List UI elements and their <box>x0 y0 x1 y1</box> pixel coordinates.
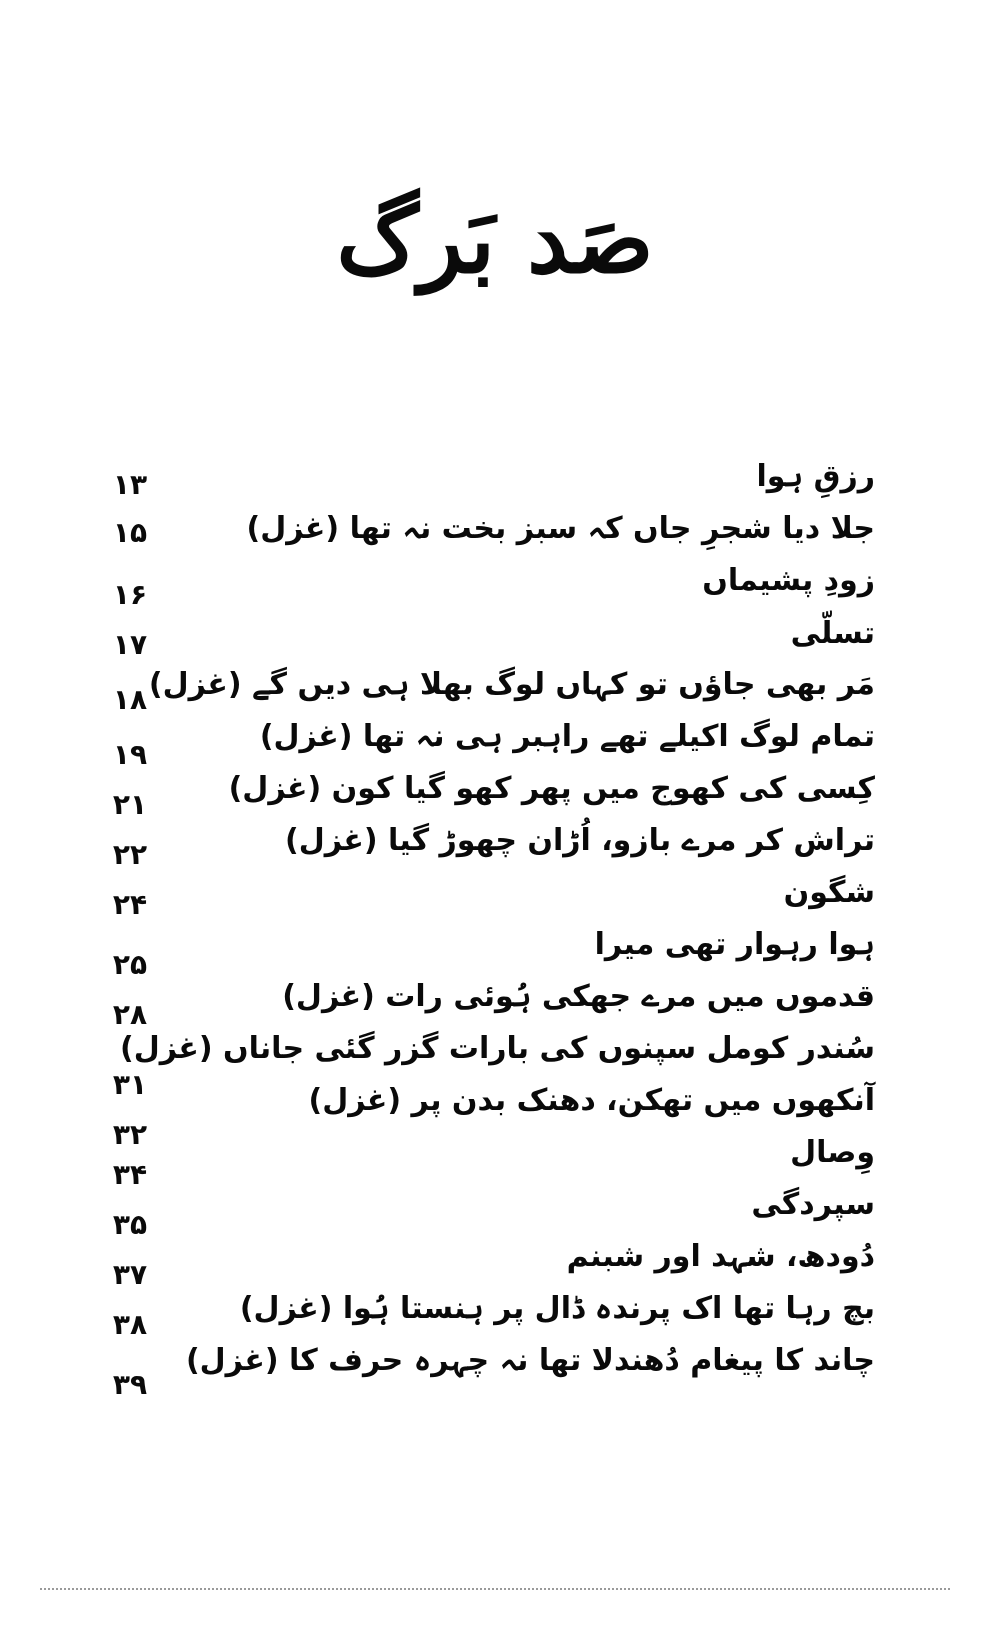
toc-entry-page-number: ۲۲ <box>112 838 148 871</box>
toc-entry-title: سُندر کومل سپنوں کی بارات گزر گئی جاناں (غزل) <box>120 1031 875 1066</box>
toc-entry-page-number: ۱۵ <box>112 516 148 549</box>
toc-entry-page-number: ۳۹ <box>112 1368 148 1401</box>
toc-entry-title: جلا دیا شجرِ جاں کہ سبز بخت نہ تھا (غزل) <box>246 511 875 546</box>
toc-entry-title: کِسی کی کھوج میں پھر کھو گیا کون (غزل) <box>228 771 875 806</box>
toc-entry-page-number: ۱۹ <box>112 738 148 771</box>
footer-rule <box>40 1588 950 1590</box>
toc-entry-title: رزقِ ہوا <box>756 459 875 494</box>
toc-entry-title: سپردگی <box>751 1187 875 1222</box>
toc-entry-page-number: ۱۷ <box>112 628 148 661</box>
toc-entry-title: آنکھوں میں تھکن، دھنک بدن پر (غزل) <box>308 1083 875 1118</box>
toc-entry-title: شگون <box>783 875 875 910</box>
toc-entry-page-number: ۲۵ <box>112 948 148 981</box>
toc-entry-page-number: ۲۸ <box>112 998 148 1031</box>
toc-entry-title: تمام لوگ اکیلے تھے راہبر ہی نہ تھا (غزل) <box>259 719 875 754</box>
toc-entry-title: چاند کا پیغام دُھندلا تھا نہ چہرہ حرف کا (غزل) <box>185 1343 875 1378</box>
toc-entry-page-number: ۱۶ <box>112 578 148 611</box>
toc-entry-page-number: ۱۳ <box>112 468 148 501</box>
toc-entry-title: تراش کر مرے بازو، اُڑان چھوڑ گیا (غزل) <box>285 823 875 858</box>
toc-entry-page-number: ۳۴ <box>112 1158 148 1191</box>
toc-entry-title: وِصال <box>790 1135 875 1170</box>
toc-entry-page-number: ۳۸ <box>112 1308 148 1341</box>
toc-entry-title: بچ رہا تھا اک پرندہ ڈال پر ہنستا ہُوا (غزل) <box>239 1291 875 1326</box>
page-title: صَد بَرگ <box>336 186 654 294</box>
toc-entry-title: دُودھ، شہد اور شبنم <box>566 1239 875 1274</box>
table-of-contents <box>95 455 875 1430</box>
toc-entry-page-number: ۳۲ <box>112 1118 148 1151</box>
toc-entry-page-number: ۳۷ <box>112 1258 148 1291</box>
toc-entry-title: تسلّی <box>790 616 875 651</box>
toc-entry-page-number: ۲۱ <box>112 788 148 821</box>
toc-entry-title: مَر بھی جاؤں تو کہاں لوگ بھلا ہی دیں گے (غزل) <box>148 667 875 702</box>
toc-entry-page-number: ۲۴ <box>112 888 148 921</box>
toc-entry-page-number: ۱۸ <box>112 683 148 716</box>
toc-entry-page-number: ۳۱ <box>112 1068 148 1101</box>
toc-entry-title: قدموں میں مرے جھکی ہُوئی رات (غزل) <box>282 979 875 1014</box>
toc-entry-title: زودِ پشیماں <box>702 563 875 598</box>
toc-entry-title: ہوا رہوار تھی میرا <box>594 927 875 962</box>
toc-entry-page-number: ۳۵ <box>112 1208 148 1241</box>
